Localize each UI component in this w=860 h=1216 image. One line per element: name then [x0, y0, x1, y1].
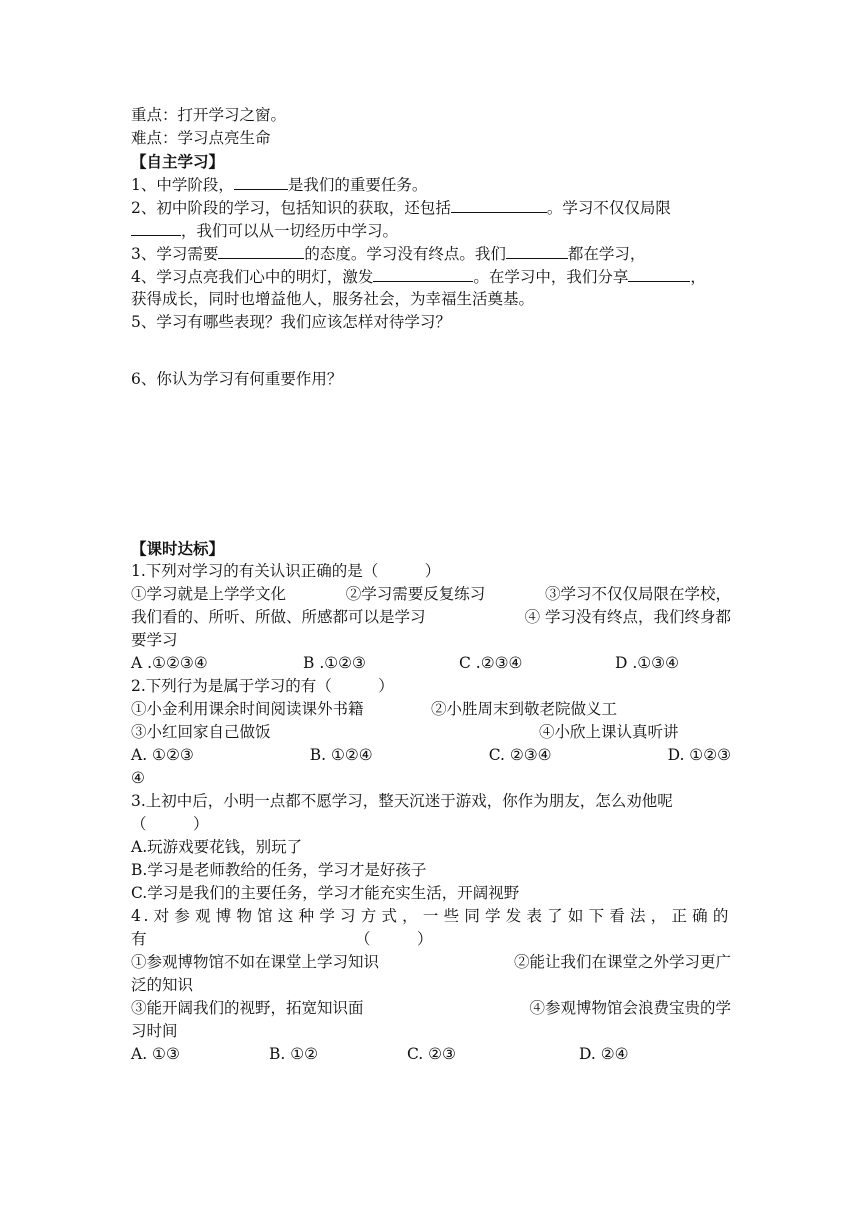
question-2-stem: 2.下列行为是属于学习的有（ ） — [131, 677, 394, 695]
self-study-q4: 4、学习点亮我们心中的明灯，激发 。在学习中，我们分享 ， — [131, 265, 731, 288]
question-4-stem: 4.对参观博物馆这种学习方式，一些同学发表了如下看法，正确的 — [131, 907, 731, 925]
self-study-q5: 5、学习有哪些表现？我们应该怎样对待学习？ — [131, 313, 451, 331]
option-d[interactable]: D .①③④ — [615, 654, 679, 672]
question-2-options — [131, 744, 731, 767]
question-4-options — [131, 1043, 731, 1066]
option-a[interactable]: A .①②③④ — [131, 654, 208, 672]
self-study-heading: 【自主学习】 — [131, 152, 225, 171]
option-c[interactable]: C.学习是我们的主要任务，学习才能充实生活，开阔视野 — [131, 884, 520, 902]
question-2-options-wrap: ④ — [131, 769, 145, 787]
difficult-point: 难点：学习点亮生命 — [131, 129, 271, 147]
question-1-stem: 1.下列对学习的有关认识正确的是（ ） — [131, 562, 441, 580]
option-c[interactable]: C. ②③④ — [488, 746, 552, 764]
question-4-stem-cont: 有 （ ） — [131, 930, 433, 948]
option-a[interactable]: A. ①②③ — [131, 746, 194, 764]
option-d[interactable]: D. ②④ — [579, 1045, 629, 1063]
option-c[interactable]: C .②③④ — [459, 654, 523, 672]
self-study-q1: 1、中学阶段， 是我们的重要任务。 — [131, 173, 731, 196]
question-4-items-2-cont: 习时间 — [131, 1022, 178, 1040]
self-study-q2: 2、初中阶段的学习，包括知识的获取，还包括 。学习不仅仅局限 — [131, 196, 731, 219]
option-b[interactable]: B.学习是老师教给的任务，学习才是好孩子 — [131, 861, 427, 879]
fill-blank[interactable] — [131, 219, 181, 236]
self-study-q4-cont: 获得成长，同时也增益他人，服务社会，为幸福生活奠基。 — [131, 290, 535, 308]
question-2-items-2: ③小红回家自己做饭 ④小欣上课认真听讲 — [131, 723, 679, 741]
option-b[interactable]: B. ①②④ — [309, 746, 373, 764]
answer-space — [131, 391, 731, 537]
question-1-line1: ①学习就是上学学文化 ②学习需要反复练习 ③学习不仅仅局限在学校， — [131, 585, 731, 603]
self-study-q2-cont: ，我们可以从一切经历中学习。 — [131, 219, 731, 242]
option-a[interactable]: A.玩游戏要花钱，别玩了 — [131, 838, 303, 856]
fill-blank[interactable] — [451, 196, 547, 213]
option-b[interactable]: B .①②③ — [303, 654, 366, 672]
fill-blank[interactable] — [218, 242, 304, 259]
fill-blank[interactable] — [373, 265, 473, 282]
question-2-items-1: ①小金利用课余时间阅读课外书籍 ②小胜周末到敬老院做义工 — [131, 700, 618, 718]
fill-blank[interactable] — [234, 173, 288, 190]
fill-blank[interactable] — [628, 265, 690, 282]
question-1-options — [131, 652, 731, 675]
option-a[interactable]: A. ①③ — [131, 1045, 180, 1063]
option-c[interactable]: C. ②③ — [407, 1045, 456, 1063]
option-d[interactable]: D. ①②③ — [667, 746, 731, 764]
question-4-items-1-cont: 泛的知识 — [131, 976, 194, 994]
fill-blank[interactable] — [506, 242, 568, 259]
question-3-stem: 3.上初中后，小明一点都不愿学习，整天沉迷于游戏，你作为朋友，怎么劝他呢 — [131, 792, 673, 810]
question-1-line2: 我们看的、所听、所做、所感都可以是学习 ④ 学习没有终点，我们终身都 — [131, 608, 731, 626]
key-point: 重点：打开学习之窗。 — [131, 106, 287, 124]
lesson-check-heading: 【课时达标】 — [131, 539, 225, 558]
question-4-items-2: ③能开阔我们的视野，拓宽知识面 ④参观博物馆会浪费宝贵的学 — [131, 999, 731, 1017]
question-1-line3: 要学习 — [131, 631, 178, 649]
question-3-stem-cont: （ ） — [131, 815, 209, 833]
answer-space — [131, 334, 731, 368]
self-study-q3: 3、学习需要 的态度。学习没有终点。我们 都在学习， — [131, 242, 731, 265]
question-4-items-1: ①参观博物馆不如在课堂上学习知识 ②能让我们在课堂之外学习更广 — [131, 953, 731, 971]
worksheet-page — [131, 104, 731, 1066]
option-b[interactable]: B. ①② — [269, 1045, 319, 1063]
self-study-q6: 6、你认为学习有何重要作用？ — [131, 370, 343, 388]
